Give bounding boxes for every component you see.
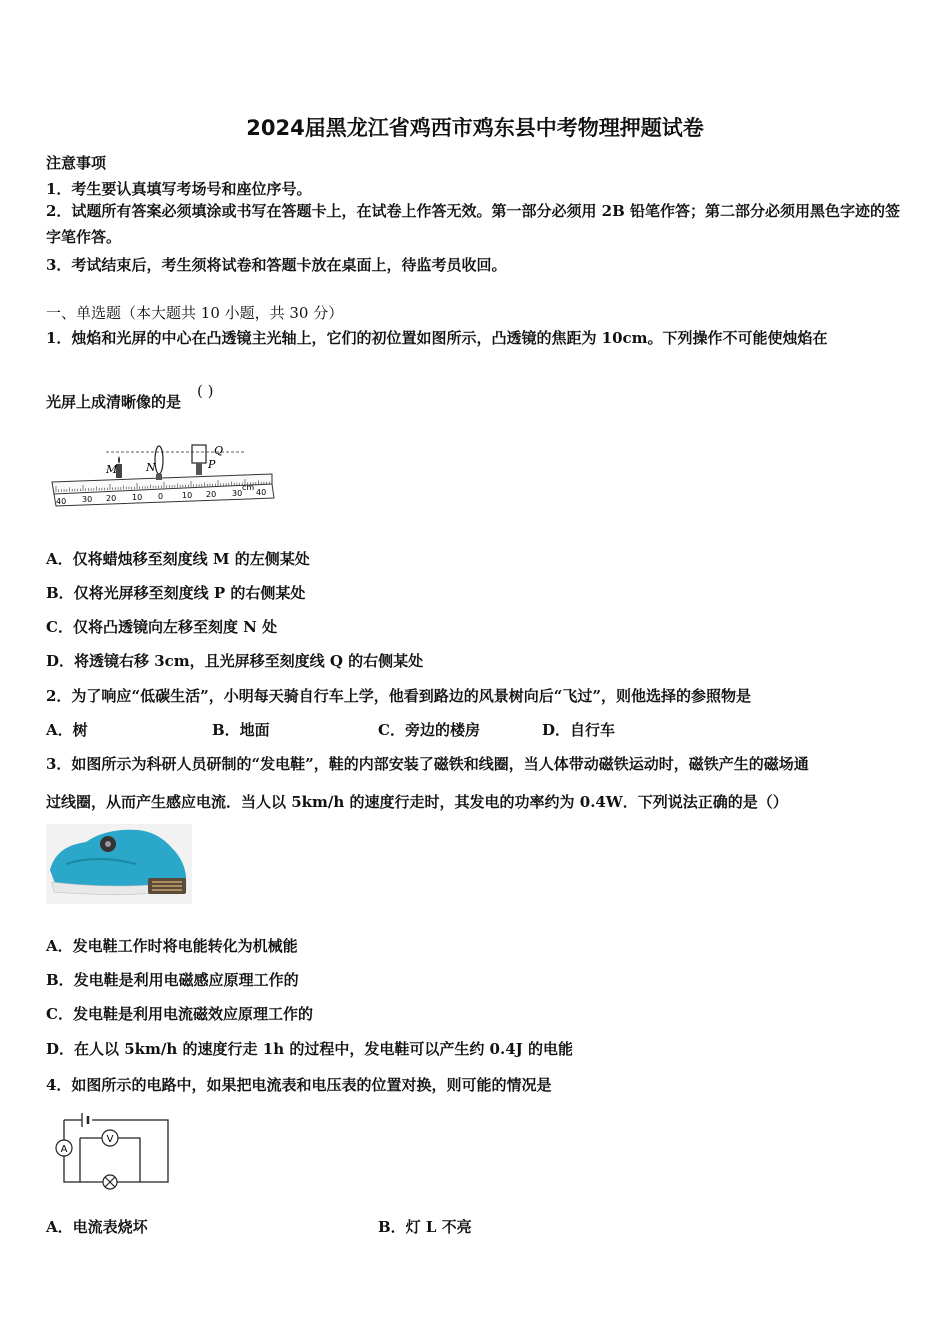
q1-tick-label: 10: [182, 491, 193, 500]
q2-option-b: B．地面: [212, 721, 270, 739]
q1-optical-bench-figure: [46, 438, 278, 514]
q4-lamp-symbol: [103, 1175, 117, 1189]
q3-stem-line1: 3．如图所示为科研人员研制的“发电鞋”，鞋的内部安装了磁铁和线圈，当人体带动磁铁运动时，磁铁产生的磁场通: [46, 755, 809, 773]
q1-tick-label: 40: [56, 497, 67, 506]
q4-option-a: A．电流表烧坏: [46, 1218, 148, 1236]
q1-lens: [155, 446, 163, 474]
q3-option-a: A．发电鞋工作时将电能转化为机械能: [46, 937, 298, 955]
q1-label-m: M: [106, 463, 118, 476]
notice-item-2: 2．试题所有答案必须填涂或书写在答题卡上，在试卷上作答无效。第一部分必须用 2B 铅笔作答；第二部分必须用黑色字迹的签字笔作答。: [46, 202, 901, 246]
q1-tick-label: 20: [206, 490, 217, 499]
q4-circuit-diagram: [50, 1110, 174, 1190]
q2-option-d: D．自行车: [542, 721, 616, 739]
q1-label-q: Q: [214, 444, 224, 457]
notice-item-3: 3．考试结束后，考生须将试卷和答题卡放在桌面上，待监考员收回。: [46, 256, 507, 274]
q3-shoe-image: [46, 824, 192, 904]
q1-option-c: C．仅将凸透镜向左移至刻度 N 处: [46, 618, 278, 636]
q1-tick-label: 0: [158, 492, 164, 501]
q1-screen: [192, 445, 206, 463]
q2-stem: 2．为了响应“低碳生活”，小明每天骑自行车上学，他看到路边的风景树向后“飞过”，则他选择的参照物是: [46, 687, 751, 705]
q4-voltmeter-label: V: [106, 1134, 114, 1145]
notice-heading: 注意事项: [46, 154, 107, 172]
q2-option-a: A．树: [46, 721, 88, 739]
q1-ruler-unit: cm: [242, 483, 255, 492]
q1-stem-line2: 光屏上成清晰像的是: [46, 393, 182, 411]
q4-ammeter-label: A: [60, 1144, 68, 1155]
q1-tick-label: 40: [256, 488, 267, 497]
q1-option-b: B．仅将光屏移至刻度线 P 的右侧某处: [46, 584, 306, 602]
q1-tick-label: 30: [232, 489, 243, 498]
q2-option-c: C．旁边的楼房: [378, 721, 480, 739]
q1-stem-line1: 1．烛焰和光屏的中心在凸透镜主光轴上，它们的初位置如图所示，凸透镜的焦距为 10cm。下列操作不可能使烛焰在: [46, 329, 828, 347]
q1-answer-paren: ( ): [197, 382, 214, 400]
q3-option-c: C．发电鞋是利用电流磁效应原理工作的: [46, 1005, 313, 1023]
q4-stem: 4．如图所示的电路中，如果把电流表和电压表的位置对换，则可能的情况是: [46, 1076, 552, 1094]
page-title: 2024届黑龙江省鸡西市鸡东县中考物理押题试卷: [246, 116, 704, 140]
q1-label-n: N: [146, 461, 156, 474]
q1-lens-holder: [156, 474, 162, 480]
q4-option-b: B．灯 L 不亮: [378, 1218, 472, 1236]
q1-label-p: P: [208, 458, 216, 471]
q1-flame: [118, 456, 120, 464]
q1-tick-label: 10: [132, 493, 143, 502]
q3-option-b: B．发电鞋是利用电磁感应原理工作的: [46, 971, 299, 989]
q1-option-d: D．将透镜右移 3cm，且光屏移至刻度线 Q 的右侧某处: [46, 652, 424, 670]
notice-item-1: 1．考生要认真填写考场号和座位序号。: [46, 180, 312, 198]
section-heading: 一、单选题（本大题共 10 小题，共 30 分）: [46, 304, 344, 322]
q1-screen-holder: [196, 463, 202, 475]
q1-tick-label: 20: [106, 494, 117, 503]
q1-option-a: A．仅将蜡烛移至刻度线 M 的左侧某处: [46, 550, 310, 568]
q3-option-d: D．在人以 5km/h 的速度行走 1h 的过程中，发电鞋可以产生约 0.4J 的电能: [46, 1040, 573, 1058]
q1-tick-label: 30: [82, 495, 93, 504]
q3-stem-line2: 过线圈，从而产生感应电流．当人以 5km/h 的速度行走时，其发电的功率约为 0.4W．下列说法正确的是（）: [46, 793, 788, 811]
